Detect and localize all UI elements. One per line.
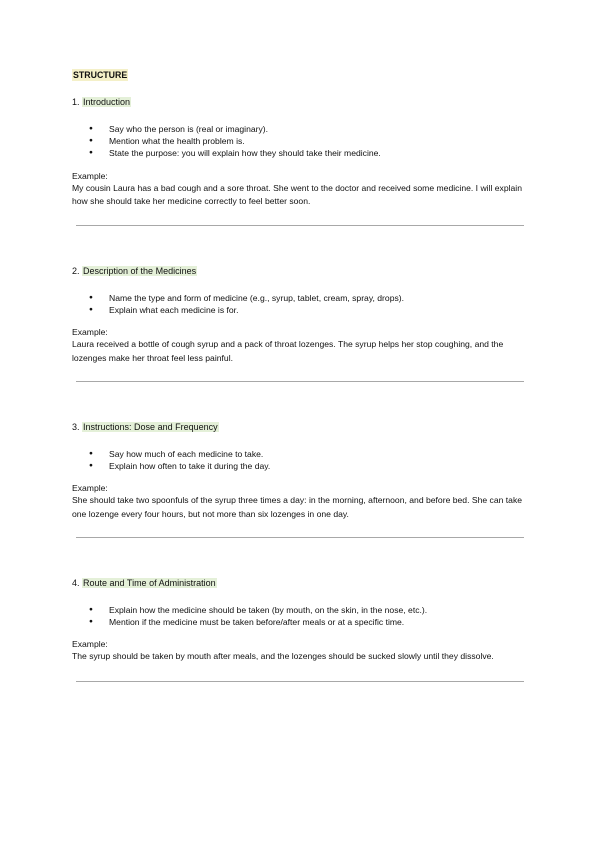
section-heading (72, 265, 524, 278)
list-item: ● Say how much of each medicine to take. (72, 448, 524, 460)
divider (76, 381, 524, 382)
section-number: 2. (72, 266, 80, 276)
example-label: Example: (72, 170, 108, 181)
section-heading-text: Route and Time of Administration (83, 578, 216, 588)
example-label: Example: (72, 483, 108, 494)
example-text: My cousin Laura has a bad cough and a sore throat. She went to the doctor and received some medicine. I will explain how she should take her medicine correctly to feel better soon. (72, 182, 523, 207)
divider (76, 225, 524, 226)
section-heading (72, 421, 524, 434)
document-title: STRUCTURE (73, 70, 128, 80)
example-label: Example: (72, 639, 108, 650)
bullet-list (72, 123, 524, 160)
list-item: ● Explain what each medicine is for. (72, 304, 524, 316)
section-introduction (72, 96, 524, 208)
divider (76, 681, 524, 682)
bullet-list (72, 604, 524, 629)
list-item: ● Say who the person is (real or imaginary). (72, 123, 524, 135)
section-heading-text: Introduction (83, 97, 131, 107)
section-heading-text: Description of the Medicines (83, 266, 197, 276)
list-item: ● Mention what the health problem is. (72, 135, 524, 147)
example-text: The syrup should be taken by mouth after meals, and the lozenges should be sucked slowly until they dissolve. (72, 651, 494, 662)
section-heading (72, 577, 524, 590)
example-text: She should take two spoonfuls of the syrup three times a day: in the morning, afternoon, and before bed. She can take one lozenge every four hours, but not more than six lozenges in one day. (72, 495, 523, 519)
section-route-and-time (72, 577, 524, 664)
section-heading-text: Instructions: Dose and Frequency (83, 422, 218, 432)
list-item: ● Explain how often to take it during the day. (72, 460, 524, 472)
divider (76, 537, 524, 538)
section-description-of-medicines (72, 265, 524, 365)
section-number: 3. (72, 422, 80, 432)
section-dose-and-frequency (72, 421, 524, 521)
example-text: Laura received a bottle of cough syrup and a pack of throat lozenges. The syrup helps her stop coughing, and the lozenges make her throat feel less painful. (72, 339, 504, 363)
list-item: ● State the purpose: you will explain how they should take their medicine. (72, 147, 524, 159)
bullet-list (72, 292, 524, 317)
list-item: ● Explain how the medicine should be taken (by mouth, on the skin, in the nose, etc.). (72, 604, 524, 616)
section-number: 4. (72, 578, 80, 588)
section-heading (72, 96, 524, 109)
example-label: Example: (72, 327, 108, 338)
list-item: ● Name the type and form of medicine (e.g., syrup, tablet, cream, spray, drops). (72, 292, 524, 304)
section-number: 1. (72, 97, 80, 107)
list-item: ● Mention if the medicine must be taken before/after meals or at a specific time. (72, 616, 524, 628)
bullet-list (72, 448, 524, 473)
